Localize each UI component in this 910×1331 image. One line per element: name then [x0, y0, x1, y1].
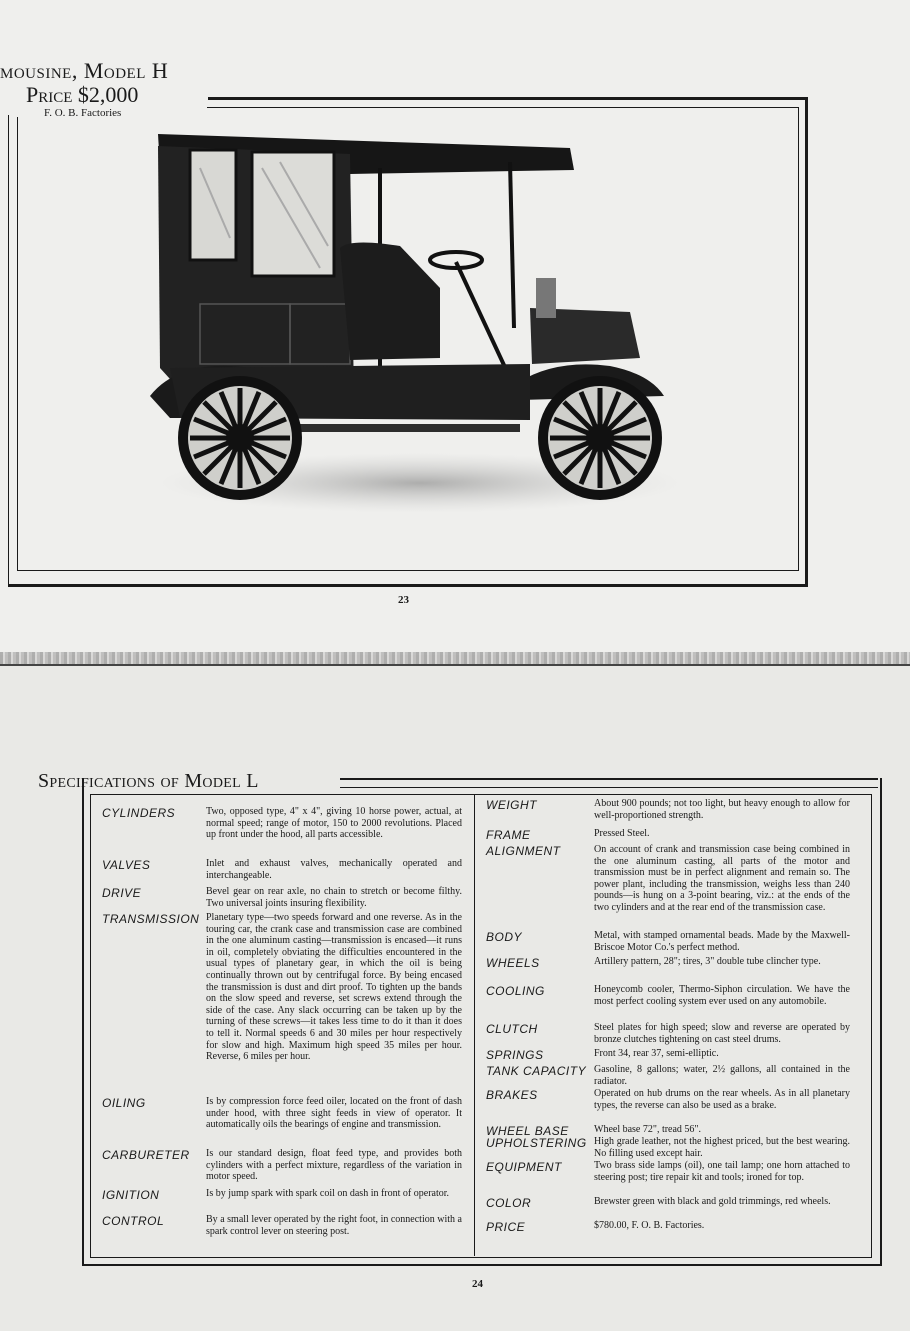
spec-label: FRAME	[486, 828, 531, 842]
spec-value: Gasoline, 8 gallons; water, 2½ gallons, all contained in the radiator.	[594, 1064, 850, 1087]
spec-label: SPRINGS	[486, 1048, 544, 1062]
spec-label: DRIVE	[102, 886, 142, 900]
spec-label: CARBURETER	[102, 1148, 190, 1162]
spec-label: CYLINDERS	[102, 806, 176, 820]
spec-value: Brewster green with black and gold trimmings, red wheels.	[594, 1196, 831, 1207]
spec-label: TANK CAPACITY	[486, 1064, 587, 1078]
model-fob-note: F. O. B. Factories	[44, 107, 122, 119]
spec-label: WHEEL BASE	[486, 1124, 569, 1138]
spec-value: On account of crank and transmission case being combined in the one aluminum casting, all parts of the motor and transmission must be in perfect alignment and remain so. The power plant, including the transmission, weighs less than 240 pounds—is hung on a 3-point bearing, viz.: at the ends of the two cylinders and at the rear end of the transmission case.	[594, 844, 850, 913]
spec-label: IGNITION	[102, 1188, 160, 1202]
spec-value: About 900 pounds; not too light, but heavy enough to allow for well-proportioned strength.	[594, 798, 850, 821]
spec-value: Planetary type—two speeds forward and one reverse. As in the touring car, the crank case and transmission case are combined in the one aluminum casting—transmission is encased—it runs in oil, completely obviating the difficulties encountered in the usual types of planetary gear, in which the oil is being continually thrown out by centrifugal force. By being encased the transmission is dust and dirt proof. To tighten up the bands on the slow speed and reverse, set screws extend through the side of the case. Any slack occurring can be taken up by the turning of these screws—it takes less time to do it than it does to tell it. Normal speeds 6 and 30 miles per hour respectively for slow and high. Maximum high speed 35 miles per hour. Reverse, 6 miles per hour.	[206, 912, 462, 1063]
page-gutter-line	[0, 664, 910, 666]
spec-label: ALIGNMENT	[486, 844, 561, 858]
spec-label: CLUTCH	[486, 1022, 538, 1036]
spec-value: Front 34, rear 37, semi-elliptic.	[594, 1048, 719, 1059]
spec-value: Artillery pattern, 28"; tires, 3" double tube clincher type.	[594, 956, 821, 967]
specifications-title: Specifications of Model L	[38, 770, 259, 792]
page-number: 24	[472, 1278, 483, 1290]
spec-value: Honeycomb cooler, Thermo-Siphon circulation. We have the most perfect cooling system ever used on any automobile.	[594, 984, 850, 1007]
spec-label: VALVES	[102, 858, 151, 872]
limousine-car-illustration	[140, 128, 680, 518]
spec-value: Steel plates for high speed; slow and reverse are operated by bronze clutches tightening on cast steel drums.	[594, 1022, 850, 1045]
spec-label: PRICE	[486, 1220, 526, 1234]
spec-label: CONTROL	[102, 1214, 165, 1228]
spec-value: Metal, with stamped ornamental beads. Made by the Maxwell-Briscoe Motor Co.'s perfect method.	[594, 930, 850, 953]
spec-value: Pressed Steel.	[594, 828, 650, 839]
spec-value: Bevel gear on rear axle, no chain to stretch or become filthy. Two universal joints insuring flexibility.	[206, 886, 462, 909]
spec-value: Wheel base 72", tread 56".	[594, 1124, 702, 1135]
spec-label: EQUIPMENT	[486, 1160, 562, 1174]
spec-label: BRAKES	[486, 1088, 538, 1102]
spec-value: Operated on hub drums on the rear wheels. As in all planetary types, the reverse can also be used as a brake.	[594, 1088, 850, 1111]
spec-value: Is by compression force feed oiler, located on the front of dash under hood, with three sight feeds in view of operator. It automatically oils the bearings of engine and transmission.	[206, 1096, 462, 1131]
spec-value: Is by jump spark with spark coil on dash in front of operator.	[206, 1188, 450, 1199]
spec-value: Is our standard design, float feed type, and provides both cylinders with a perfect mixture, regardless of the variation in motor speed.	[206, 1148, 462, 1183]
spec-value: $780.00, F. O. B. Factories.	[594, 1220, 705, 1231]
spec-label: WHEELS	[486, 956, 540, 970]
spec-label: UPHOLSTERING	[486, 1136, 587, 1150]
spec-value: Two, opposed type, 4" x 4", giving 10 horse power, actual, at normal speed; range of motor, 150 to 2000 revolutions. Placed up front under the hood, all parts accessible.	[206, 806, 462, 841]
model-title: mousine, Model H	[0, 58, 169, 83]
spec-value: High grade leather, not the highest priced, but the best wearing. No filling used except hair.	[594, 1136, 850, 1159]
spec-value: Two brass side lamps (oil), one tail lamp; one horn attached to steering post; tire repair kit and tools; ironed for top.	[594, 1160, 850, 1183]
spec-label: COOLING	[486, 984, 545, 998]
spec-label: OILING	[102, 1096, 146, 1110]
spec-label: TRANSMISSION	[102, 912, 200, 926]
model-price: Price $2,000	[26, 82, 139, 107]
page-number: 23	[398, 594, 409, 606]
spec-label: BODY	[486, 930, 523, 944]
spec-value: By a small lever operated by the right foot, in connection with a spark control lever on steering post.	[206, 1214, 462, 1237]
spec-label: WEIGHT	[486, 798, 537, 812]
spec-label: COLOR	[486, 1196, 532, 1210]
specs-column-divider	[474, 794, 475, 1256]
spec-value: Inlet and exhaust valves, mechanically operated and interchangeable.	[206, 858, 462, 881]
